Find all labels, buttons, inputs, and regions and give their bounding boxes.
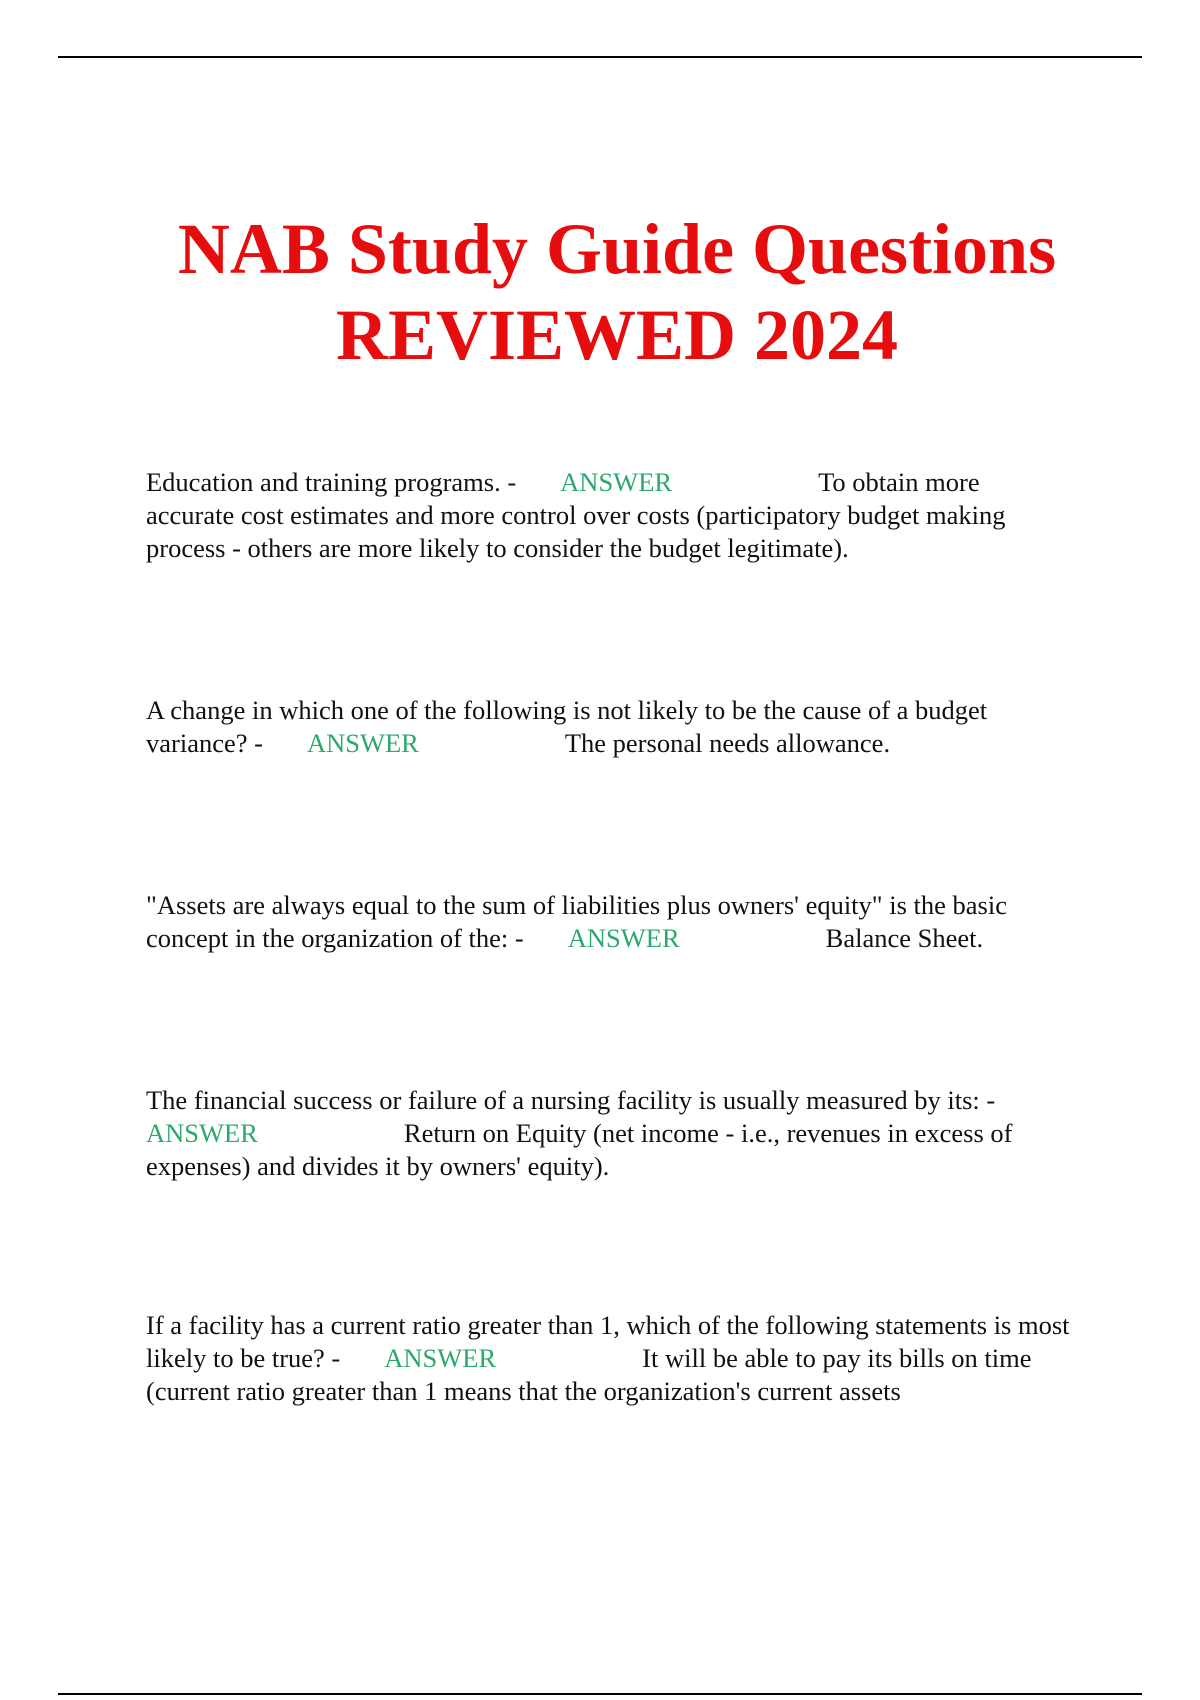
page-title <box>0 206 1200 378</box>
answer-label: ANSWER <box>306 728 419 758</box>
answer-label: ANSWER <box>146 1118 258 1148</box>
qa-item <box>146 466 1072 565</box>
top-rule <box>58 56 1142 58</box>
answer-label: ANSWER <box>560 467 673 497</box>
title-line-1: NAB Study Guide Questions <box>177 209 1057 289</box>
qa-item <box>146 694 1072 760</box>
answer-label: ANSWER <box>384 1343 497 1373</box>
title-line-2: REVIEWED 2024 <box>335 295 899 375</box>
answer-label: ANSWER <box>567 923 680 953</box>
qa-item <box>146 1309 1072 1408</box>
question-text: The financial success or failure of a nursing facility is usually measured by its: - <box>146 1085 996 1115</box>
qa-item <box>146 1084 1072 1183</box>
answer-text: To obtain more accurate cost estimates and more control over costs (participatory budget making process - others are more likely to consider the budget legitimate). <box>146 467 1006 563</box>
answer-text: The personal needs allowance. <box>564 728 891 758</box>
question-text: If a facility has a current ratio greater than 1, which of the following statements is most likely to be true? - <box>146 1310 1070 1373</box>
answer-text: Return on Equity (net income - i.e., revenues in excess of expenses) and divides it by owners' equity). <box>146 1118 1013 1181</box>
answer-text: Balance Sheet. <box>825 923 984 953</box>
answer-text: It will be able to pay its bills on time (current ratio greater than 1 means that the organization's current assets <box>146 1343 1032 1406</box>
question-text: Education and training programs. - <box>146 467 517 497</box>
qa-item <box>146 889 1072 955</box>
bottom-rule <box>58 1693 1142 1695</box>
question-text: A change in which one of the following is not likely to be the cause of a budget variance? - <box>146 695 988 758</box>
question-text: "Assets are always equal to the sum of liabilities plus owners' equity" is the basic concept in the organization of the: - <box>146 890 1007 953</box>
